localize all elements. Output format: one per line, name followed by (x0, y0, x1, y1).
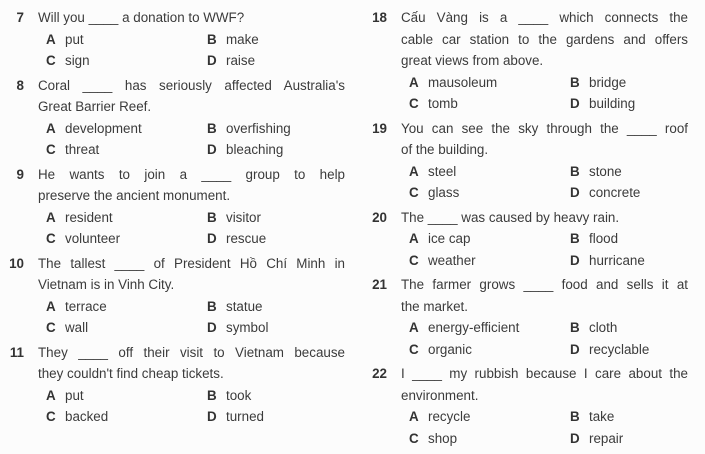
option-text: stone (589, 163, 622, 179)
option-c (409, 93, 570, 115)
question-body (401, 207, 688, 272)
option-text: wall (65, 320, 89, 335)
question-text-line: cable car station to the gardens and offers (401, 31, 688, 47)
option-d (207, 50, 345, 72)
option-letter: B (570, 231, 580, 246)
option-c (409, 339, 570, 361)
option-text: weather (428, 252, 476, 268)
option-letter: A (409, 231, 419, 246)
option-letter: B (570, 409, 580, 424)
option-text: shop (428, 430, 458, 446)
option-a (409, 406, 570, 428)
option-letter: D (570, 252, 580, 268)
option-d (570, 339, 688, 361)
question-body (38, 7, 345, 72)
option-d (570, 428, 688, 450)
question-text-line: They ____ off their visit to Vietnam because (38, 344, 345, 360)
option-letter: D (570, 96, 580, 111)
option-b (570, 317, 688, 339)
question-body (401, 274, 688, 360)
option-letter: B (207, 31, 217, 47)
option-text: glass (428, 185, 460, 200)
option-b (570, 228, 688, 250)
option-text: energy-efficient (428, 320, 520, 335)
option-letter: D (207, 409, 217, 424)
question-body (38, 253, 345, 339)
option-text: threat (65, 142, 100, 157)
question-18 (371, 7, 688, 115)
question-text-line: The farmer grows ____ food and sells it at (401, 277, 688, 292)
option-text: bleaching (226, 142, 284, 157)
question-text-line: of the building. (401, 142, 489, 157)
question-text-line: great views from above. (401, 53, 544, 68)
option-text: building (589, 96, 636, 111)
question-text-line: the market. (401, 298, 468, 314)
option-letter: A (409, 74, 419, 90)
option-text: tomb (428, 96, 458, 111)
question-body (401, 363, 688, 449)
question-body (401, 118, 688, 204)
option-text: cloth (589, 320, 618, 335)
option-letter: C (409, 430, 419, 446)
question-text-line: The ____ was caused by heavy rain. (401, 209, 620, 225)
option-letter: D (207, 142, 217, 157)
question-number: 8 (16, 77, 24, 93)
question-number: 18 (372, 10, 387, 25)
options-grid (38, 296, 345, 339)
question-body (401, 7, 688, 115)
option-c (409, 250, 570, 272)
question-text-line: Cấu Vàng is a ____ which connects the (401, 10, 688, 25)
option-text: took (226, 387, 252, 403)
option-letter: C (409, 96, 419, 111)
question-text-line: He wants to join a ____ group to help (38, 166, 345, 182)
option-letter: B (570, 163, 580, 179)
option-d (570, 93, 688, 115)
question-number: 20 (372, 209, 387, 225)
options-grid (401, 317, 688, 360)
option-c (409, 428, 570, 450)
option-a (46, 118, 207, 140)
question-text-line: Vietnam is in Vinh City. (38, 277, 175, 292)
option-text: resident (65, 209, 113, 225)
option-a (409, 228, 570, 250)
question-body (38, 75, 345, 161)
question-7 (8, 7, 345, 72)
option-letter: A (409, 163, 419, 179)
option-letter: A (46, 120, 56, 136)
options-grid (38, 29, 345, 72)
question-22 (371, 363, 688, 449)
options-grid (401, 72, 688, 115)
option-text: volunteer (65, 231, 121, 246)
question-10 (8, 253, 345, 339)
option-letter: C (46, 53, 56, 68)
option-a (46, 207, 207, 229)
option-letter: B (207, 387, 217, 403)
option-text: backed (65, 409, 109, 424)
option-letter: D (570, 430, 580, 446)
option-letter: B (207, 209, 217, 225)
question-text-line: You can see the sky through the ____ roof (401, 120, 688, 136)
option-letter: A (46, 387, 56, 403)
option-b (570, 161, 688, 183)
question-number: 9 (16, 166, 24, 182)
options-grid (38, 207, 345, 250)
question-19 (371, 118, 688, 204)
option-text: sign (65, 53, 90, 68)
column-left (0, 7, 352, 452)
option-letter: A (409, 409, 419, 424)
option-b (570, 406, 688, 428)
option-text: organic (428, 341, 472, 357)
option-text: put (65, 387, 84, 403)
option-letter: B (207, 120, 217, 136)
options-grid (38, 385, 345, 428)
option-c (46, 228, 207, 250)
option-letter: D (570, 341, 580, 357)
option-letter: C (46, 231, 56, 246)
option-letter: C (46, 142, 56, 157)
option-text: visitor (226, 209, 261, 225)
option-b (570, 72, 688, 94)
question-text-line: preserve the ancient monument. (38, 188, 231, 203)
option-text: concrete (589, 185, 641, 200)
option-b (207, 207, 345, 229)
option-letter: A (46, 209, 56, 225)
option-text: hurricane (589, 252, 645, 268)
option-c (46, 317, 207, 339)
question-text-line: Coral ____ has seriously affected Australia's (38, 77, 345, 93)
option-letter: A (409, 320, 419, 335)
option-c (46, 50, 207, 72)
option-b (207, 385, 345, 407)
question-text-line: I ____ my rubbish because I care about the (401, 366, 688, 381)
option-d (570, 250, 688, 272)
option-text: bridge (589, 74, 627, 90)
question-number: 22 (372, 366, 387, 381)
option-letter: B (570, 320, 580, 335)
question-21 (371, 274, 688, 360)
option-text: put (65, 31, 84, 47)
question-8 (8, 75, 345, 161)
question-text-line: Will you ____ a donation to WWF? (38, 10, 245, 25)
option-a (409, 161, 570, 183)
question-text-line: environment. (401, 387, 479, 403)
option-letter: C (409, 252, 419, 268)
option-text: ice cap (428, 231, 471, 246)
option-letter: C (46, 409, 56, 424)
option-b (207, 118, 345, 140)
question-20 (371, 207, 688, 272)
option-a (46, 296, 207, 318)
option-letter: D (207, 53, 217, 68)
options-grid (401, 161, 688, 204)
option-text: overfishing (226, 120, 291, 136)
option-a (409, 317, 570, 339)
option-a (409, 72, 570, 94)
option-text: raise (226, 53, 256, 68)
question-11 (8, 342, 345, 428)
option-d (207, 406, 345, 428)
option-letter: A (46, 31, 56, 47)
question-number: 7 (16, 10, 24, 25)
option-text: steel (428, 163, 457, 179)
question-body (38, 342, 345, 428)
option-text: mausoleum (428, 74, 498, 90)
options-grid (38, 118, 345, 161)
option-letter: D (570, 185, 580, 200)
question-9 (8, 164, 345, 250)
option-text: terrace (65, 298, 107, 314)
option-a (46, 385, 207, 407)
option-d (207, 139, 345, 161)
option-text: recyclable (589, 341, 650, 357)
option-text: take (589, 409, 615, 424)
option-letter: D (207, 231, 217, 246)
option-d (570, 182, 688, 204)
question-text-line: they couldn't find cheap tickets. (38, 366, 224, 381)
option-b (207, 29, 345, 51)
option-letter: A (46, 298, 56, 314)
question-body (38, 164, 345, 250)
options-grid (401, 228, 688, 271)
question-text-line: Great Barrier Reef. (38, 99, 152, 114)
option-letter: D (207, 320, 217, 335)
option-letter: C (409, 341, 419, 357)
option-letter: B (207, 298, 217, 314)
question-number: 10 (9, 255, 24, 271)
option-text: recycle (428, 409, 471, 424)
option-text: statue (226, 298, 263, 314)
option-d (207, 317, 345, 339)
option-letter: C (409, 185, 419, 200)
option-c (409, 182, 570, 204)
option-text: make (226, 31, 259, 47)
option-text: symbol (226, 320, 269, 335)
option-b (207, 296, 345, 318)
option-text: repair (589, 430, 624, 446)
column-right (352, 7, 705, 452)
option-text: flood (589, 231, 619, 246)
option-text: development (65, 120, 142, 136)
options-grid (401, 406, 688, 449)
option-text: turned (226, 409, 264, 424)
question-number: 21 (372, 277, 387, 292)
option-a (46, 29, 207, 51)
option-letter: C (46, 320, 56, 335)
option-text: rescue (226, 231, 267, 246)
option-d (207, 228, 345, 250)
option-c (46, 406, 207, 428)
option-c (46, 139, 207, 161)
question-number: 19 (372, 120, 387, 136)
question-number: 11 (9, 344, 24, 360)
option-letter: B (570, 74, 580, 90)
question-text-line: The tallest ____ of President Hồ Chí Minh in (38, 255, 345, 271)
